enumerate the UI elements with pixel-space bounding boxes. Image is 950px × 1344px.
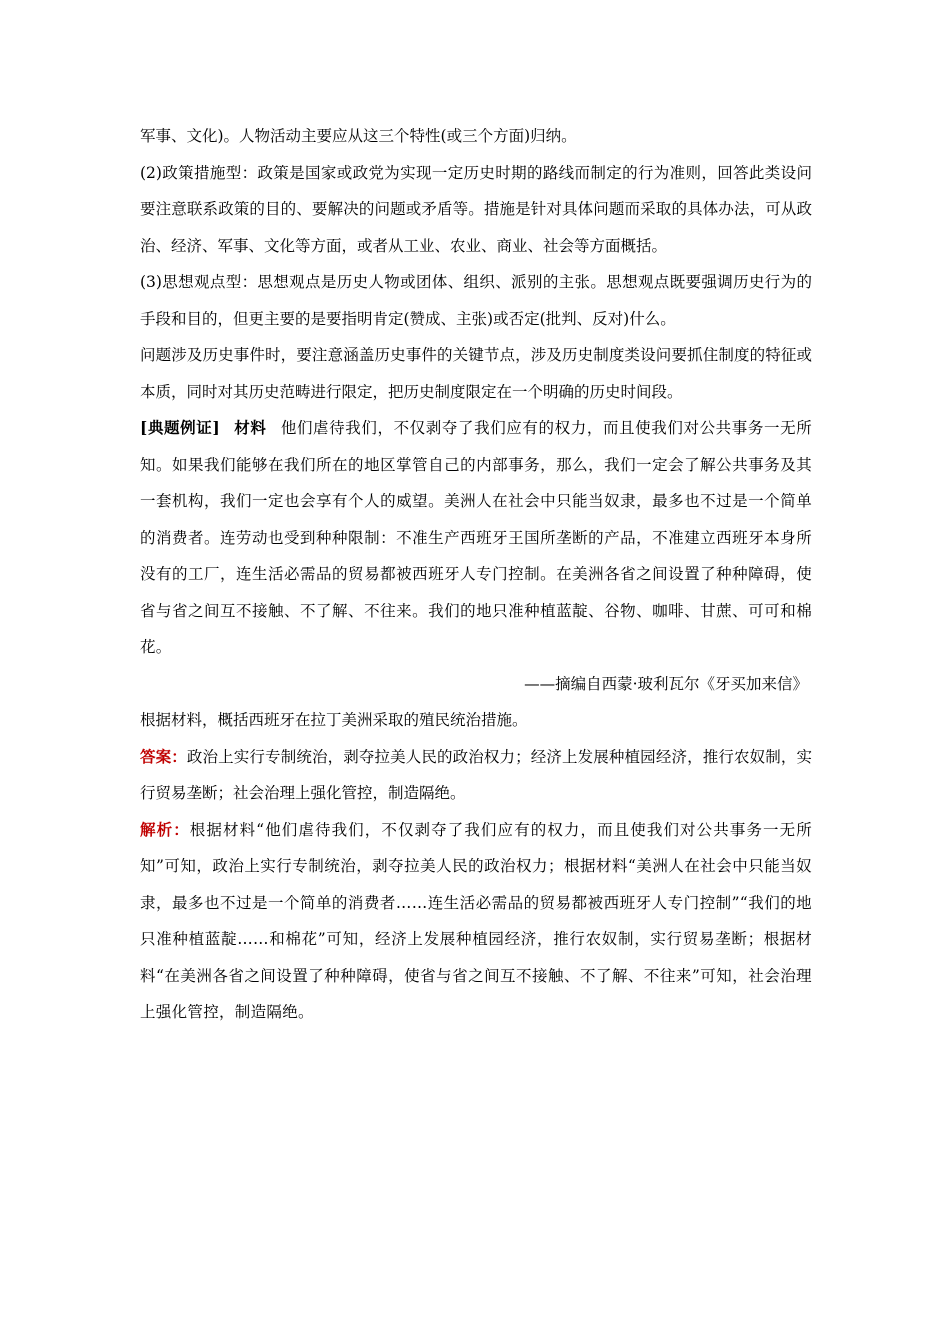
- analysis-block: [140, 812, 812, 1031]
- material-label: 材料: [234, 418, 267, 437]
- material-source: ——摘编自西蒙·玻利瓦尔《牙买加来信》: [524, 674, 808, 693]
- paragraph-character-summary: 军事、文化)。人物活动主要应从这三个特性(或三个方面)归纳。: [140, 127, 577, 145]
- paragraph-ideas-viewpoints: (3)思想观点型：思想观点是历史人物或团体、组织、派别的主张。思想观点既要强调历史行为的手段和目的，但更主要的是要指明肯定(赞成、主张)或否定(批判、反对)什么。: [140, 273, 812, 328]
- analysis-text: 根据材料“他们虐待我们，不仅剥夺了我们应有的权力，而且使我们对公共事务一无所知”可知，政治上实行专制统治，剥夺拉美人民的政治权力；根据材料“美洲人在社会中只能当奴隶，最多也不过是一个简单的消费者……连生活必需品的贸易都被西班牙人专门控制”“我们的地只准种植蓝靛……和棉花”可知，经济上发展种植园经济，推行农奴制，实行贸易垄断；根据材料“在美洲各省之间设置了种种障碍，使省与省之间互不接触、不了解、不往来”可知，社会治理上强化管控，制造隔绝。: [140, 820, 813, 1021]
- example-tag: [典题例证]: [140, 418, 220, 437]
- answer-text: 政治上实行专制统治，剥夺拉美人民的政治权力；经济上发展种植园经济，推行农奴制，实行贸易垄断；社会治理上强化管控，制造隔绝。: [140, 747, 812, 802]
- material-text: 他们虐待我们，不仅剥夺了我们应有的权力，而且使我们对公共事务一无所知。如果我们能够在我们所在的地区掌管自己的内部事务，那么，我们一定会了解公共事务及其一套机构，我们一定也会享有个人的威望。美洲人在社会中只能当奴隶，最多也不过是一个简单的消费者。连劳动也受到种种限制：不准生产西班牙王国所垄断的产品，不准建立西班牙本身所没有的工厂，连生活必需品的贸易都被西班牙人专门控制。在美洲各省之间设置了种种障碍，使省与省之间互不接触、不了解、不往来。我们的地只准种植蓝靛、谷物、咖啡、甘蔗、可可和棉花。: [140, 419, 813, 656]
- analysis-label: 解析：: [140, 819, 190, 839]
- paragraph-policy-measures: (2)政策措施型：政策是国家或政党为实现一定历史时期的路线而制定的行为准则，回答此类设问要注意联系政策的目的、要解决的问题或矛盾等。措施是针对具体问题而采取的具体办法，可从政治、经济、军事、文化等方面，或者从工业、农业、商业、社会等方面概括。: [140, 163, 812, 255]
- example-material: [140, 410, 812, 666]
- answer-block: [140, 739, 812, 812]
- document-page: [140, 118, 812, 1031]
- answer-label: 答案：: [140, 746, 187, 766]
- paragraph-historical-events: 问题涉及历史事件时，要注意涵盖历史事件的关键节点，涉及历史制度类设问要抓住制度的特征或本质，同时对其历史范畴进行限定，把历史制度限定在一个明确的历史时间段。: [140, 346, 812, 401]
- example-question: 根据材料，概括西班牙在拉丁美洲采取的殖民统治措施。: [140, 711, 528, 729]
